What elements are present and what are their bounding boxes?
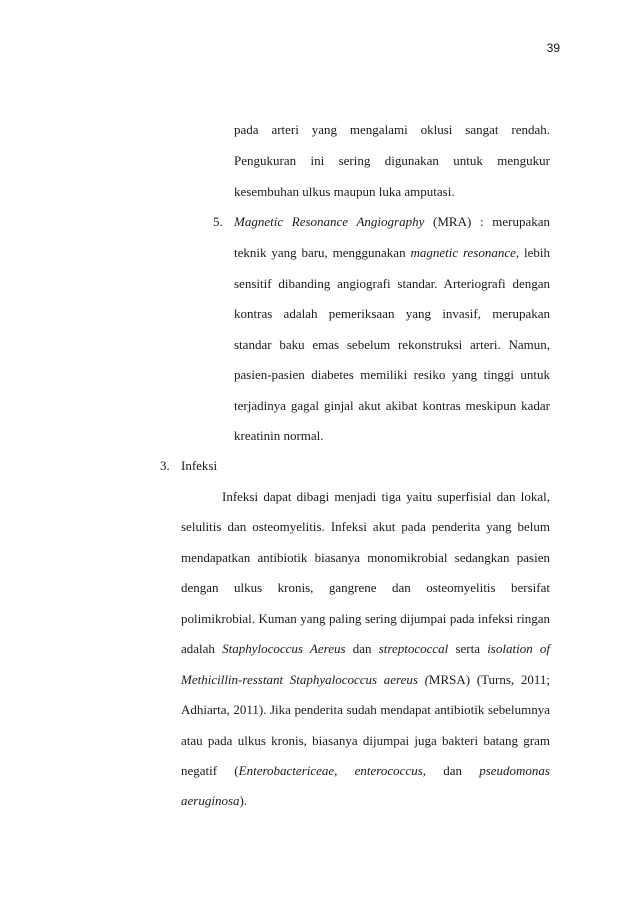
- list-marker-5: 5.: [213, 214, 223, 229]
- body-line: mendapatkan antibiotik biasanya monomikrobial sedangkan pasien: [181, 550, 550, 565]
- term-streptococcal: streptococcal: [378, 641, 449, 656]
- term-isolation: isolation of: [487, 641, 550, 656]
- text-fragment: negatif (: [181, 763, 239, 778]
- body-line: [181, 762, 550, 780]
- body-line: polimikrobial. Kuman yang paling sering dijumpai pada infeksi ringan: [181, 611, 550, 626]
- text-fragment: dan: [345, 641, 379, 656]
- body-line: [234, 213, 550, 231]
- term-enterobactericeae: Enterobactericeae,: [238, 763, 338, 778]
- text-fragment: [337, 763, 354, 778]
- body-line: Infeksi dapat dibagi menjadi tiga yaitu superfisial dan lokal,: [222, 489, 550, 504]
- body-line: pada arteri yang mengalami oklusi sangat rendah.: [234, 122, 550, 137]
- text-fragment: ).: [239, 793, 248, 808]
- body-line: kesembuhan ulkus maupun luka amputasi.: [234, 184, 455, 199]
- term-magnetic-resonance: magnetic resonance: [410, 245, 516, 260]
- body-line: pasien-pasien diabetes memiliki resiko yang tinggi untuk: [234, 367, 550, 382]
- body-line: selulitis dan osteomyelitis. Infeksi akut pada penderita yang belum: [181, 519, 550, 534]
- text-fragment: adalah: [181, 641, 223, 656]
- page-number: 39: [546, 41, 560, 55]
- term-enterococcus: enterococcus,: [354, 763, 427, 778]
- text-fragment: MRSA) (Turns, 2011;: [428, 672, 550, 687]
- body-line: kreatinin normal.: [234, 428, 324, 443]
- section-title: Infeksi: [181, 458, 218, 473]
- term-pseudomonas: pseudomonas: [479, 763, 550, 778]
- text-fragment: , lebih: [515, 245, 550, 260]
- body-line: Pengukuran ini sering digunakan untuk mengukur: [234, 153, 550, 168]
- text-fragment: (MRA) : merupakan: [424, 214, 550, 229]
- body-line: Adhiarta, 2011). Jika penderita sudah mendapat antibiotik sebelumnya: [181, 702, 550, 717]
- body-line: standar baku emas sebelum rekonstruksi arteri. Namun,: [234, 337, 550, 352]
- body-line: [181, 671, 550, 689]
- term-staphylococcus: Staphylococcus Aereus: [222, 641, 346, 656]
- section-number: 3.: [160, 458, 170, 473]
- body-line: atau pada ulkus kronis, biasanya dijumpai juga bakteri batang gram: [181, 733, 550, 748]
- body-line: terjadinya gagal ginjal akut akibat kontras meskipun kadar: [234, 398, 550, 413]
- text-fragment: serta: [448, 641, 488, 656]
- term-mrsa: Methicillin-resstant Staphyalococcus aereus (: [181, 672, 429, 687]
- text-fragment: teknik yang baru, menggunakan: [234, 245, 411, 260]
- body-line: [181, 792, 550, 810]
- term-aeruginosa: aeruginosa: [181, 793, 240, 808]
- text-fragment: dan: [426, 763, 480, 778]
- body-line: [181, 640, 550, 658]
- body-line: [234, 244, 550, 262]
- body-line: dengan ulkus kronis, gangrene dan osteomyelitis bersifat: [181, 580, 550, 595]
- body-line: sensitif dibanding angiografi standar. Arteriografi dengan: [234, 276, 550, 291]
- body-line: kontras adalah pemeriksaan yang invasif, merupakan: [234, 306, 550, 321]
- term-mra: Magnetic Resonance Angiography: [234, 214, 425, 229]
